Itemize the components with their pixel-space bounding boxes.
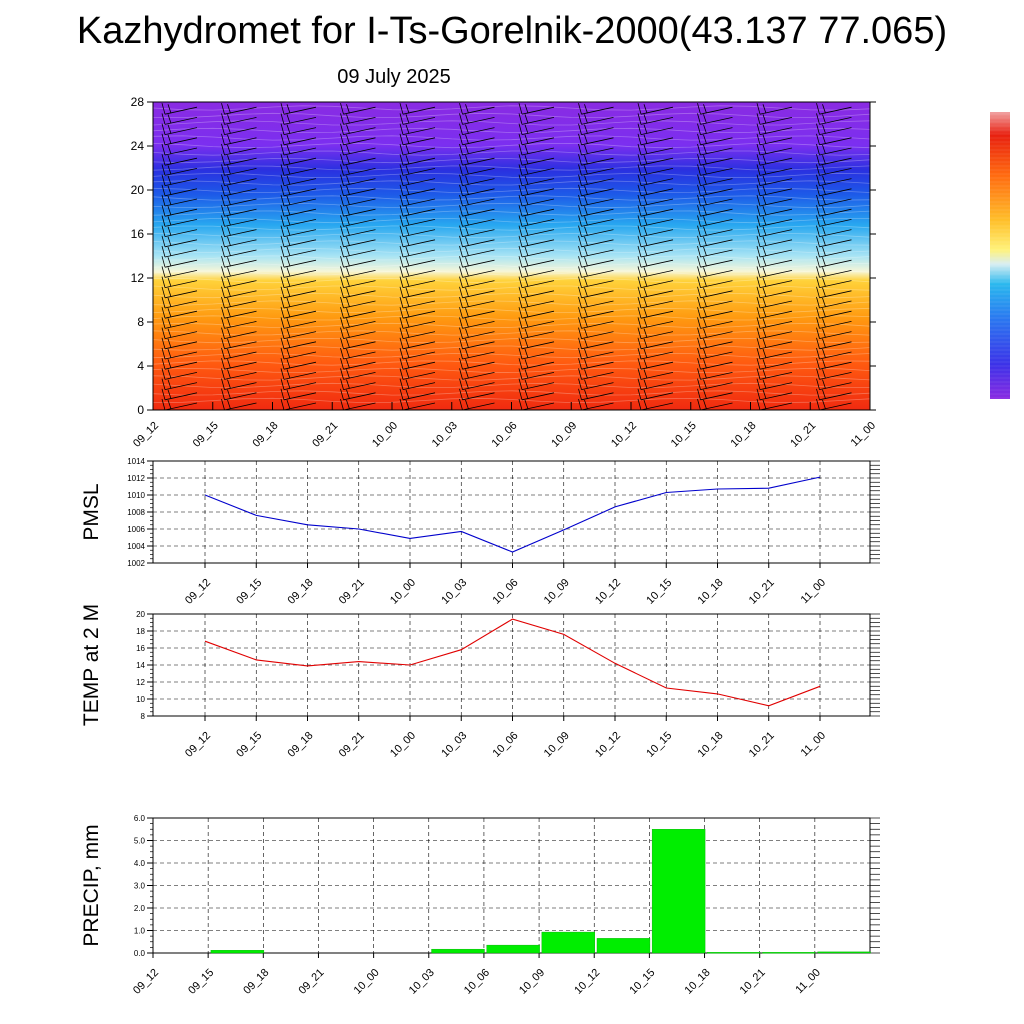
precip-y-tick-label: 6.0 (133, 814, 145, 823)
chart-date: 09 July 2025 (337, 66, 451, 88)
pmsl-y-tick-label: 1006 (127, 525, 145, 534)
pmsl-x-tick-label: 10_12 (593, 576, 624, 607)
temp-x-tick-label: 10_06 (490, 729, 521, 760)
temp-x-tick-label: 10_18 (695, 729, 726, 760)
cs-y-tick-label: 4 (137, 359, 144, 373)
temp-x-tick-label: 09_18 (285, 729, 316, 760)
precip-x-tick-label: 10_12 (572, 966, 603, 997)
temp-y-tick-label: 8 (140, 712, 145, 721)
pmsl-panel (80, 457, 880, 607)
precip-bar (211, 950, 264, 953)
precip-bar (487, 945, 540, 953)
cs-x-tick-label: 10_00 (370, 419, 401, 450)
pmsl-x-tick-label: 10_21 (746, 576, 777, 607)
cs-y-tick-label: 12 (130, 271, 144, 285)
pmsl-y-tick-label: 1008 (127, 508, 145, 517)
precip-x-tick-label: 09_21 (296, 966, 327, 997)
pmsl-y-tick-label: 1004 (127, 542, 145, 551)
temp-y-tick-label: 18 (136, 627, 145, 636)
precip-y-tick-label: 3.0 (133, 881, 145, 891)
cs-y-tick-label: 24 (130, 139, 144, 153)
precip-bar (597, 938, 650, 953)
pmsl-x-tick-label: 09_18 (285, 576, 316, 607)
cs-y-tick-label: 20 (130, 183, 144, 197)
pmsl-x-tick-label: 10_03 (439, 576, 470, 607)
temp-panel (80, 604, 880, 760)
precip-bar (652, 829, 705, 953)
pmsl-y-tick-label: 1014 (127, 457, 145, 466)
temp-x-tick-label: 10_21 (746, 729, 777, 760)
temp-x-tick-label: 09_15 (234, 729, 265, 760)
precip-x-tick-label: 09_12 (131, 966, 162, 997)
temp-y-axis-label: TEMP at 2 M (80, 603, 103, 727)
precip-bar (818, 952, 871, 953)
pmsl-y-axis-label: PMSL (80, 483, 103, 541)
precip-bar (707, 952, 760, 953)
precip-x-tick-label: 10_03 (406, 966, 437, 997)
precip-panel (80, 814, 880, 997)
pmsl-y-tick-label: 1002 (127, 559, 145, 568)
precip-x-tick-label: 10_09 (517, 966, 548, 997)
pmsl-y-tick-label: 1012 (127, 474, 145, 483)
cs-x-tick-label: 09_12 (131, 419, 162, 450)
cs-x-tick-label: 10_09 (549, 419, 580, 450)
precip-x-tick-label: 10_06 (461, 966, 493, 997)
cs-y-tick-label: 16 (130, 227, 144, 241)
precip-y-tick-label: 0.0 (133, 949, 145, 958)
temp-x-tick-label: 10_00 (388, 729, 419, 760)
precip-x-tick-label: 10_21 (737, 966, 768, 997)
colorbar (990, 112, 1010, 399)
temp-y-tick-label: 10 (136, 695, 145, 704)
precip-x-tick-label: 10_18 (682, 966, 713, 997)
pmsl-x-tick-label: 09_15 (234, 576, 265, 607)
precip-x-tick-label: 09_15 (186, 966, 217, 997)
precip-bar (762, 952, 815, 953)
pmsl-x-tick-label: 09_21 (336, 576, 367, 607)
cs-y-tick-label: 28 (130, 95, 144, 109)
cs-x-tick-label: 11_00 (848, 419, 879, 450)
temp-x-tick-label: 10_09 (541, 729, 572, 760)
precip-x-tick-label: 09_18 (241, 966, 272, 997)
cs-x-tick-label: 10_03 (429, 419, 460, 450)
cs-y-tick-label: 0 (137, 403, 144, 417)
pmsl-x-tick-label: 10_00 (388, 576, 419, 607)
cs-x-tick-label: 09_15 (190, 419, 221, 450)
cs-x-tick-label: 09_18 (250, 419, 281, 450)
pmsl-x-tick-label: 11_00 (798, 576, 829, 607)
pmsl-x-tick-label: 10_15 (644, 576, 675, 607)
precip-y-tick-label: 2.0 (133, 904, 145, 913)
temp-y-tick-label: 12 (136, 678, 145, 687)
cs-x-tick-label: 10_06 (489, 419, 520, 450)
cross-section-panel (131, 95, 878, 450)
cs-x-tick-label: 10_12 (609, 419, 640, 450)
precip-y-tick-label: 5.0 (133, 836, 145, 846)
temp-y-tick-label: 20 (136, 610, 145, 619)
precip-bar (542, 932, 595, 953)
pmsl-y-tick-label: 1010 (127, 491, 145, 500)
precip-y-tick-label: 4.0 (133, 859, 145, 868)
temp-x-tick-label: 09_12 (183, 729, 214, 760)
temp-x-tick-label: 11_00 (798, 729, 829, 760)
temp-y-tick-label: 16 (136, 644, 145, 653)
chart-title: Kazhydromet for I-Ts-Gorelnik-2000(43.137 77.065) (76, 10, 948, 52)
cs-x-tick-label: 10_21 (788, 419, 819, 450)
pmsl-x-tick-label: 09_12 (183, 576, 214, 607)
temp-x-tick-label: 10_15 (644, 729, 675, 760)
cs-y-tick-label: 8 (137, 315, 144, 329)
cs-x-tick-label: 10_15 (668, 419, 699, 450)
temp-x-tick-label: 10_03 (439, 729, 470, 760)
pmsl-x-tick-label: 10_06 (490, 576, 521, 607)
cs-x-tick-label: 09_21 (310, 419, 341, 450)
cs-x-tick-label: 10_18 (728, 419, 759, 450)
precip-x-tick-label: 11_00 (793, 966, 823, 997)
precip-x-tick-label: 10_00 (351, 966, 382, 997)
precip-y-axis-label: PRECIP, mm (80, 824, 103, 947)
precip-y-tick-label: 1.0 (133, 926, 145, 936)
pmsl-x-tick-label: 10_18 (695, 576, 726, 607)
temp-x-tick-label: 09_21 (336, 729, 367, 760)
pmsl-x-tick-label: 10_09 (541, 576, 572, 607)
precip-x-tick-label: 10_15 (627, 966, 658, 997)
temp-y-tick-label: 14 (136, 661, 145, 670)
temp-x-tick-label: 10_12 (593, 729, 624, 760)
precip-bar (432, 949, 485, 953)
